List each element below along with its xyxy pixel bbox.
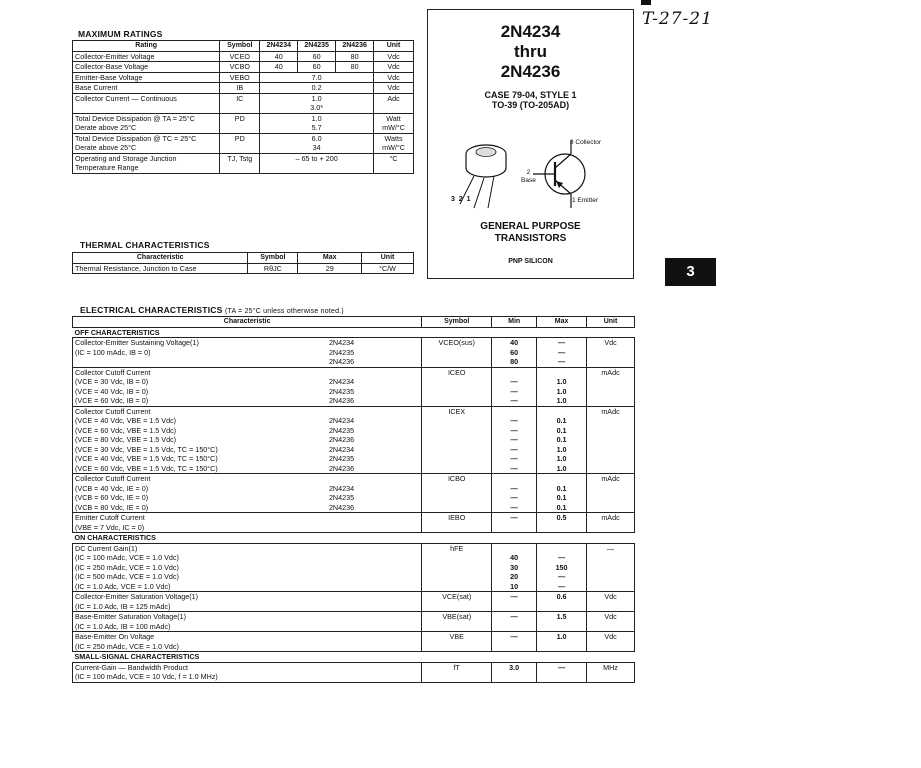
symbol: VCEO(sus) <box>422 338 492 368</box>
rating-symbol: VCBO <box>220 62 260 73</box>
electrical-row <box>73 662 635 682</box>
min-value: 40 60 80 <box>492 338 537 368</box>
unit: Vdc <box>587 338 635 368</box>
section-title: ON CHARACTERISTICS <box>73 533 635 544</box>
electrical-row <box>73 612 635 632</box>
electrical-title-text: ELECTRICAL CHARACTERISTICS <box>80 305 223 315</box>
lead-labels: 3 2 1 <box>451 196 471 203</box>
thermal-table <box>72 252 414 274</box>
part-number: 2N4234 2N4235 2N4236 <box>327 474 422 513</box>
thermal-row <box>73 263 414 274</box>
max-value: 0.1 0.1 0.1 <box>537 474 587 513</box>
max-ratings-row <box>73 83 414 94</box>
unit: Vdc <box>587 612 635 632</box>
max-ratings-header: 2N4236 <box>336 41 374 52</box>
rating-unit: Watt mW/°C <box>374 113 414 133</box>
page-section-number: 3 <box>686 263 695 280</box>
unit: Vdc <box>587 632 635 652</box>
rating-unit: Vdc <box>374 72 414 83</box>
max-ratings-row <box>73 133 414 153</box>
thermal-title: THERMAL CHARACTERISTICS <box>80 240 210 250</box>
part-range-word: thru <box>513 42 548 61</box>
max-value: 0.1 0.1 0.1 1.0 1.0 1.0 <box>537 406 587 474</box>
min-value: — — — — — — <box>492 406 537 474</box>
characteristic: Collector-Emitter Sustaining Voltage(1) (IC = 100 mAdc, IB = 0) <box>73 338 327 368</box>
thermal-characteristic: Thermal Resistance, Junction to Case <box>73 263 248 274</box>
rating-value: 1.0 3.0* <box>260 93 374 113</box>
rating-name: Collector-Emitter Voltage <box>73 51 220 62</box>
rating-value: 0.2 <box>260 83 374 94</box>
unit: mAdc <box>587 367 635 406</box>
rating-name: Total Device Dissipation @ TA = 25°C Derate above 25°C <box>73 113 220 133</box>
rating-name: Collector Current — Continuous <box>73 93 220 113</box>
pin-emitter-label: 1 Emitter <box>572 197 599 204</box>
max-ratings-header: Symbol <box>220 41 260 52</box>
electrical-row <box>73 543 635 592</box>
rating-name: Operating and Storage Junction Temperature Range <box>73 153 220 173</box>
thermal-header: Characteristic <box>73 253 248 264</box>
rating-value: 80 <box>336 62 374 73</box>
rating-name: Emitter-Base Voltage <box>73 72 220 83</box>
electrical-row <box>73 338 635 368</box>
electrical-row <box>73 513 635 533</box>
characteristic: Emitter Cutoff Current (VBE = 7 Vdc, IC = 0) <box>73 513 327 533</box>
max-ratings-row <box>73 62 414 73</box>
unit: MHz <box>587 662 635 682</box>
rating-value: 60 <box>298 51 336 62</box>
electrical-row <box>73 367 635 406</box>
rating-unit: Vdc <box>374 51 414 62</box>
handwritten-note: T-27-21 <box>642 9 713 29</box>
section-title: SMALL-SIGNAL CHARACTERISTICS <box>73 652 635 663</box>
min-value: — <box>492 513 537 533</box>
max-value: — <box>537 662 587 682</box>
max-ratings-table <box>72 40 414 174</box>
max-value: — 150 — — <box>537 543 587 592</box>
page-section-tab <box>665 258 716 286</box>
max-value: 0.6 <box>537 592 587 612</box>
electrical-title <box>80 305 344 315</box>
symbol: VBE(sat) <box>422 612 492 632</box>
part-info-box <box>427 9 634 279</box>
electrical-header: Symbol <box>422 317 492 328</box>
characteristic: Collector Cutoff Current (VCE = 40 Vdc, VBE = 1.5 Vdc) (VCE = 60 Vdc, VBE = 1.5 Vdc) (VCE = 80 Vdc, VBE = 1.5 Vdc) (VCE = 30 Vdc, VBE = 1.5 Vdc, TC = 150°C) (VCE = 40 Vdc, VBE = 1.5 Vdc, TC = 150°C) (VCE = 60 Vdc, VBE = 1.5 Vdc, TC = 150°C) <box>73 406 327 474</box>
electrical-table <box>72 316 635 683</box>
section-row <box>73 327 635 338</box>
unit: — <box>587 543 635 592</box>
case-label: CASE 79-04, STYLE 1 <box>484 90 577 100</box>
rating-value: 60 <box>298 62 336 73</box>
part-number <box>327 632 422 652</box>
min-value: — — — <box>492 367 537 406</box>
unit: Vdc <box>587 592 635 612</box>
characteristic: Base-Emitter Saturation Voltage(1) (IC = 1.0 Adc, IB = 100 mAdc) <box>73 612 327 632</box>
thermal-header: Symbol <box>248 253 298 264</box>
electrical-header: Unit <box>587 317 635 328</box>
max-ratings-row <box>73 72 414 83</box>
min-value: 40 30 20 10 <box>492 543 537 592</box>
rating-symbol: IC <box>220 93 260 113</box>
min-value: — — — <box>492 474 537 513</box>
electrical-subtitle: (TA = 25°C unless otherwise noted.) <box>225 308 344 315</box>
rating-unit: Vdc <box>374 83 414 94</box>
rating-value: 7.0 <box>260 72 374 83</box>
rating-symbol: PD <box>220 113 260 133</box>
rating-symbol: PD <box>220 133 260 153</box>
unit: mAdc <box>587 406 635 474</box>
min-value: 3.0 <box>492 662 537 682</box>
part-number <box>327 513 422 533</box>
thermal-header: Unit <box>362 253 414 264</box>
symbol: hFE <box>422 543 492 592</box>
pin-collector-label: 3 Collector <box>570 139 602 146</box>
section-row <box>73 652 635 663</box>
max-ratings-row <box>73 153 414 173</box>
symbol: fT <box>422 662 492 682</box>
part-number <box>327 592 422 612</box>
electrical-header: Characteristic <box>73 317 422 328</box>
part-number: 2N4234 2N4235 2N4236 2N4234 2N4235 2N4236 <box>327 406 422 474</box>
section-row <box>73 533 635 544</box>
rating-symbol: VCEO <box>220 51 260 62</box>
rating-unit: °C <box>374 153 414 173</box>
symbol: IEBO <box>422 513 492 533</box>
max-ratings-title: MAXIMUM RATINGS <box>78 29 163 39</box>
part-number-first: 2N4234 <box>500 22 561 41</box>
max-value: 0.5 <box>537 513 587 533</box>
min-value: — <box>492 632 537 652</box>
thermal-unit: °C/W <box>362 263 414 274</box>
min-value: — <box>492 592 537 612</box>
package-label: TO-39 (TO-205AD) <box>491 100 570 110</box>
rating-name: Collector-Base Voltage <box>73 62 220 73</box>
rating-value: 40 <box>260 62 298 73</box>
part-number <box>327 662 422 682</box>
max-ratings-row <box>73 51 414 62</box>
part-number: 2N4234 2N4235 2N4236 <box>327 367 422 406</box>
electrical-row <box>73 592 635 612</box>
part-number <box>327 612 422 632</box>
rating-symbol: TJ, Tstg <box>220 153 260 173</box>
symbol: VCE(sat) <box>422 592 492 612</box>
characteristic: Base-Emitter On Voltage (IC = 250 mAdc, VCE = 1.0 Vdc) <box>73 632 327 652</box>
part-number-last: 2N4236 <box>500 62 561 81</box>
device-description: GENERAL PURPOSE TRANSISTORS <box>480 221 581 244</box>
symbol: ICBO <box>422 474 492 513</box>
thermal-max: 29 <box>298 263 362 274</box>
electrical-header: Max <box>537 317 587 328</box>
min-value: — <box>492 612 537 632</box>
max-ratings-row <box>73 113 414 133</box>
section-title: OFF CHARACTERISTICS <box>73 327 635 338</box>
rating-unit: Vdc <box>374 62 414 73</box>
max-ratings-header: 2N4234 <box>260 41 298 52</box>
characteristic: Collector-Emitter Saturation Voltage(1) (IC = 1.0 Adc, IB = 125 mAdc) <box>73 592 327 612</box>
rating-symbol: VEBO <box>220 72 260 83</box>
characteristic: DC Current Gain(1) (IC = 100 mAdc, VCE = 1.0 Vdc) (IC = 250 mAdc, VCE = 1.0 Vdc) (IC = 500 mAdc, VCE = 1.0 Vdc) (IC = 1.0 Adc, VCE = 1.0 Vdc) <box>73 543 327 592</box>
max-ratings-row <box>73 93 414 113</box>
rating-name: Base Current <box>73 83 220 94</box>
max-ratings-header: 2N4235 <box>298 41 336 52</box>
symbol: ICEX <box>422 406 492 474</box>
electrical-row <box>73 406 635 474</box>
thermal-symbol: RθJC <box>248 263 298 274</box>
corner-mark <box>641 0 651 5</box>
thermal-header: Max <box>298 253 362 264</box>
symbol: ICEO <box>422 367 492 406</box>
rating-symbol: IB <box>220 83 260 94</box>
rating-value: 80 <box>336 51 374 62</box>
characteristic: Collector Cutoff Current (VCE = 30 Vdc, IB = 0) (VCE = 40 Vdc, IB = 0) (VCE = 60 Vdc, IB = 0) <box>73 367 327 406</box>
rating-unit: Watts mW/°C <box>374 133 414 153</box>
electrical-header: Min <box>492 317 537 328</box>
rating-value: 40 <box>260 51 298 62</box>
characteristic: Current-Gain — Bandwidth Product (IC = 100 mAdc, VCE = 10 Vdc, f = 1.0 MHz) <box>73 662 327 682</box>
part-number: 2N4234 2N4235 2N4236 <box>327 338 422 368</box>
electrical-row <box>73 632 635 652</box>
max-ratings-header: Unit <box>374 41 414 52</box>
unit: mAdc <box>587 513 635 533</box>
symbol: VBE <box>422 632 492 652</box>
max-value: — — — <box>537 338 587 368</box>
rating-name: Total Device Dissipation @ TC = 25°C Derate above 25°C <box>73 133 220 153</box>
rating-value: – 65 to + 200 <box>260 153 374 173</box>
max-value: 1.5 <box>537 612 587 632</box>
part-number <box>327 543 422 592</box>
max-value: 1.0 1.0 1.0 <box>537 367 587 406</box>
characteristic: Collector Cutoff Current (VCB = 40 Vdc, IE = 0) (VCB = 60 Vdc, IE = 0) (VCB = 80 Vdc, IE = 0) <box>73 474 327 513</box>
device-type: PNP SILICON <box>508 258 553 265</box>
electrical-row <box>73 474 635 513</box>
rating-unit: Adc <box>374 93 414 113</box>
max-ratings-header: Rating <box>73 41 220 52</box>
rating-value: 6.0 34 <box>260 133 374 153</box>
rating-value: 1.0 5.7 <box>260 113 374 133</box>
max-value: 1.0 <box>537 632 587 652</box>
unit: mAdc <box>587 474 635 513</box>
to39-package-drawing <box>448 138 520 218</box>
pin-base-label: 2 Base <box>521 169 536 184</box>
